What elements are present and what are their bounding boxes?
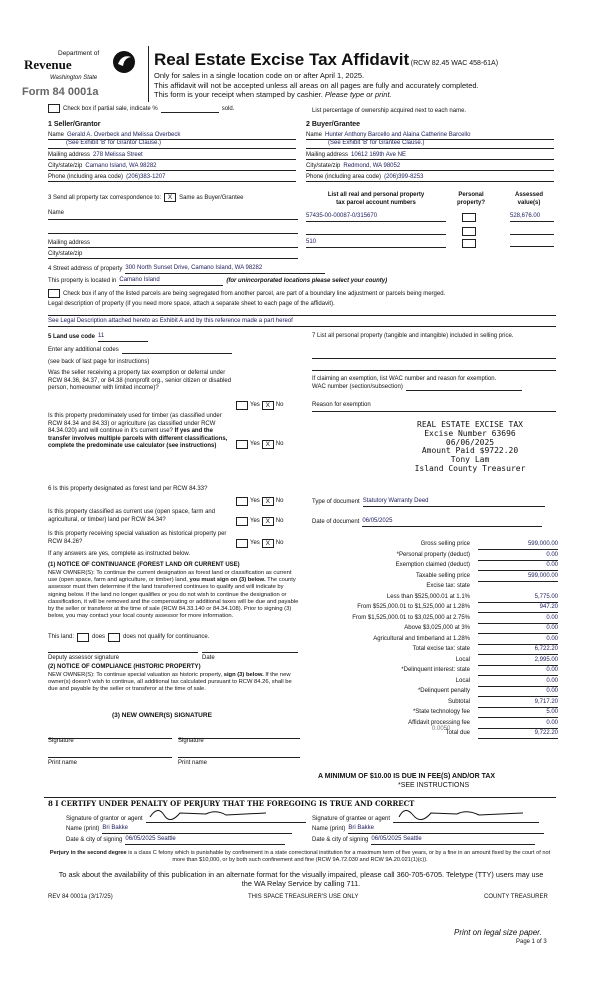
sec3-name-line2[interactable] xyxy=(48,233,298,234)
continuance-text xyxy=(48,570,300,621)
treasurer-space: THIS SPACE TREASURER'S USE ONLY xyxy=(248,894,359,900)
sig2-label: Signature xyxy=(178,738,204,744)
sec4-address-row xyxy=(48,265,325,274)
calc-value[interactable]: 0.00 xyxy=(478,552,558,561)
sec3-name-line[interactable] xyxy=(48,219,298,220)
reason-label: Reason for exemption xyxy=(312,402,371,408)
buyer-name-label: Name xyxy=(306,131,323,138)
sec6-q1-yes[interactable] xyxy=(236,497,248,506)
sec5-q1-no[interactable]: X xyxy=(262,401,274,410)
seller-phone-label: Phone (including area code) xyxy=(48,173,124,180)
dor-logo xyxy=(20,44,148,98)
additional-codes-input[interactable] xyxy=(122,346,232,354)
same-as-buyer-checkbox[interactable]: X xyxy=(164,193,176,202)
calc-value[interactable]: 0.00 xyxy=(478,688,558,697)
seller-mailing-label: Mailing address xyxy=(48,151,91,158)
assessed-col: Assessed xyxy=(514,192,544,198)
list-pct-note: List percentage of ownership acquired next to each name. xyxy=(312,108,467,114)
sec8-heading: 8 I CERTIFY UNDER PENALTY OF PERJURY THAT THE FOREGOING IS TRUE AND CORRECT xyxy=(48,799,415,808)
grantee-name[interactable]: Bri Bakke xyxy=(348,825,544,834)
assessed-col-header xyxy=(500,192,558,207)
assessed-colb: value(s) xyxy=(517,199,541,206)
sec7-line2[interactable] xyxy=(312,370,556,371)
wac-num-label: WAC number (section/subsection) xyxy=(312,383,403,390)
sec3-city-label: City/state/zip xyxy=(48,251,83,257)
sec5-q2b: If yes and the transfer involves multiple parcels with different classifications, complete the predominate use calculator (see instructions) xyxy=(48,428,228,449)
buyer-heading: 2 Buyer/Grantee xyxy=(306,121,361,128)
header-divider xyxy=(148,46,149,102)
calc-label: Local xyxy=(455,656,470,663)
sec7-line1[interactable] xyxy=(312,358,556,359)
header-line3-italic: Please type or print. xyxy=(324,90,392,99)
form-number: Form 84 0001a xyxy=(22,86,99,98)
grantee-signature[interactable] xyxy=(393,813,539,823)
does-checkbox[interactable] xyxy=(77,633,89,642)
calc-label: *Delinquent penalty xyxy=(417,688,470,694)
wac-label: If claiming an exemption, list WAC number and reason for exemption. xyxy=(312,376,497,382)
county-treasurer: COUNTY TREASURER xyxy=(484,894,548,900)
grantee-name-row xyxy=(312,825,544,834)
doc-type[interactable]: Statutory Warranty Deed xyxy=(363,498,545,507)
deputy-sig-label: Deputy assessor signature xyxy=(48,655,120,661)
wac-num-input[interactable] xyxy=(406,383,522,391)
calc-value[interactable]: 5.00 xyxy=(478,709,558,718)
page-number: Page 1 of 3 xyxy=(516,939,547,945)
buyer-exhibit[interactable]: (See Exhibit 'B' for Grantee Clause.) xyxy=(306,140,554,149)
seller-name[interactable]: Gerald A. Overbeck and Melissa Overbeck xyxy=(67,131,181,138)
parcel-col1b: tax parcel account numbers xyxy=(336,199,416,206)
stamp-line5: Tony Lam xyxy=(450,455,490,465)
grantee-name-label: Name (print) xyxy=(312,826,346,832)
calc-label: From $525,000.01 to $1,525,000 at 1.28% xyxy=(357,604,470,610)
seller-heading: 1 Seller/Grantor xyxy=(48,121,101,128)
sec5-heading-row xyxy=(48,333,148,342)
same-as-buyer-label: Same as Buyer/Grantee xyxy=(179,194,244,201)
assessed-3[interactable] xyxy=(510,239,554,247)
compliance-c: If the new owner(s) doesn't wish to continue, all additional tax calculated pursuant to RCW 84.26, shall be due and payable by the seller or transferor at the time of sale. xyxy=(48,672,292,693)
calc-value[interactable]: 0.00 xyxy=(478,615,558,624)
grantor-name-row xyxy=(66,825,292,834)
calc-value[interactable]: 0.00 xyxy=(478,667,558,676)
sec5-q1-yn xyxy=(236,401,283,410)
assessed-1[interactable]: 528,676.00 xyxy=(510,213,554,222)
parcel-col1: List all real and personal property xyxy=(327,192,425,198)
if-any: If any answers are yes, complete as instructed below. xyxy=(48,551,191,557)
buyer-city[interactable]: Redmond, WA 98052 xyxy=(343,162,401,169)
print2-label: Print name xyxy=(178,760,208,766)
sec3-name-row xyxy=(48,210,298,218)
seller-exhibit[interactable]: (See Exhibit 'B' for Grantor Clause.) xyxy=(48,140,296,149)
segregated-label: Check box if any of the listed parcels are being segregated from another parcel, are part of a boundary line adjustment or parcels being merged. xyxy=(63,290,446,297)
seller-city[interactable]: Camano Island, WA 98282 xyxy=(85,162,157,169)
sec3-heading-row xyxy=(48,193,243,202)
rev-number: REV 84 0001a (3/17/25) xyxy=(48,894,113,900)
legal-line-blank[interactable] xyxy=(48,315,556,316)
does-label: does xyxy=(92,633,106,640)
no-label: No xyxy=(275,517,284,524)
sec6-q2: Is this property classified as current use (open space, farm and agricultural, or timber) land per RCW 84.34? xyxy=(48,509,216,523)
calc-label: Total excise tax: state xyxy=(412,646,470,652)
wac-num-row xyxy=(312,383,522,391)
land-use-code[interactable]: 11 xyxy=(98,333,148,342)
partial-sale-row xyxy=(48,104,234,113)
segregated-checkbox[interactable] xyxy=(48,289,60,298)
calc-label: Subtotal xyxy=(447,698,470,705)
grantor-signature-scribble xyxy=(146,807,286,821)
calc-value[interactable]: 0.00 xyxy=(478,720,558,729)
form-title-block xyxy=(154,49,584,99)
treasurer-stamp xyxy=(390,421,550,474)
deputy-date-label: Date xyxy=(202,655,215,661)
new-owner-sig-heading: (3) NEW OWNER(S) SIGNATURE xyxy=(112,712,212,719)
calc-label: Local xyxy=(455,677,470,684)
legal-description[interactable]: See Legal Description attached hereto as Exhibit A and by this reference made a part hereof xyxy=(48,318,556,327)
sec5-heading: 5 Land use code xyxy=(48,334,96,340)
doc-type-label: Type of document xyxy=(312,499,360,505)
parcel-1[interactable]: 57435-00-00087-0/315670 xyxy=(306,213,446,222)
grantee-date-row xyxy=(312,836,535,845)
calc-label: *Personal property (deduct) xyxy=(396,551,470,558)
buyer-block xyxy=(306,131,554,182)
form-rcw: (RCW 82.45 WAC 458-61A) xyxy=(410,60,499,67)
continuance-heading: (1) NOTICE OF CONTINUANCE (FOREST LAND OR CURRENT USE) xyxy=(48,562,240,568)
parcel-col-header xyxy=(306,192,446,207)
calc-value[interactable]: 9,722.20 xyxy=(478,730,558,739)
perjury-text: is a class C felony which is punishable by confinement in a state correctional institution for a maximum term of five years, or by a fine in an amount fixed by the court of not more than $10,000, or by both such confinement and fine (RCW 9A.72.030 and RCW 9A.20.021(1)(c)). xyxy=(128,850,551,863)
doc-date-label: Date of document xyxy=(312,519,360,525)
sec6-q3-yes[interactable] xyxy=(236,539,248,548)
yes-label: Yes xyxy=(250,539,260,546)
sec6-q2-yn xyxy=(236,517,283,526)
header-line3: This form is your receipt when stamped by cashier. xyxy=(154,90,323,99)
compliance-text xyxy=(48,672,300,694)
calc-value[interactable]: 599,000.00 xyxy=(478,573,558,582)
personal-3-checkbox[interactable] xyxy=(462,239,476,248)
partial-sale-label: Check box if partial sale, indicate % xyxy=(63,105,158,112)
seller-city-label: City/state/zip xyxy=(48,162,83,169)
grantor-date-label: Date & city of signing xyxy=(66,837,123,843)
doc-type-row xyxy=(312,498,545,507)
calc-value[interactable]: 6,722.20 xyxy=(478,646,558,655)
this-land-label: This land: xyxy=(48,633,75,640)
no-label: No xyxy=(275,539,284,546)
calc-value[interactable]: 0.00 xyxy=(478,625,558,634)
sec3-city-line[interactable] xyxy=(48,258,298,259)
print2-line[interactable] xyxy=(178,757,300,758)
personal-1-checkbox[interactable] xyxy=(462,213,476,222)
sec3-mailing-label: Mailing address xyxy=(48,240,91,246)
sec4-address[interactable]: 300 North Sunset Drive, Camano Island, WA 98282 xyxy=(125,265,325,274)
buyer-mailing-label: Mailing address xyxy=(306,151,349,158)
yes-label: Yes xyxy=(250,497,260,504)
calc-label: Less than $525,000.01 at 1.1% xyxy=(386,593,470,600)
calc-label: Exemption claimed (deduct) xyxy=(395,562,470,568)
sec5-q2a: Is this property predominately used for timber (as classified under RCW 84.34 and 84.33) or agriculture (as classified under RCW 84.34.020) and will continue in it's current use? xyxy=(48,413,222,434)
reason-line[interactable] xyxy=(312,411,556,412)
does-not-label: does not qualify for continuance. xyxy=(123,633,210,640)
calc-value[interactable]: 0.00 xyxy=(478,636,558,645)
buyer-name[interactable]: Hunter Anthony Barcello and Alaina Catherine Barcello xyxy=(325,131,471,138)
sec6-q2-yes[interactable] xyxy=(236,517,248,526)
located-label: This property is located in xyxy=(48,278,117,284)
sec5-q2-yn xyxy=(236,440,283,449)
grantee-signature-scribble xyxy=(393,807,533,821)
grantee-date-label: Date & city of signing xyxy=(312,837,369,843)
yes-label: Yes xyxy=(250,440,260,447)
sec6-q1-no[interactable]: X xyxy=(262,497,274,506)
logo-swirl-icon xyxy=(112,50,136,74)
calc-value[interactable]: 2,995.00 xyxy=(478,657,558,666)
does-not-checkbox[interactable] xyxy=(108,633,120,642)
seller-phone[interactable]: (206)383-1207 xyxy=(126,173,166,180)
calc-label: Affidavit processing fee xyxy=(408,719,470,726)
stamp-line4: Amount Paid $9722.20 xyxy=(421,446,519,456)
parcel-2[interactable] xyxy=(306,227,446,235)
partial-sale-pct[interactable] xyxy=(161,105,219,113)
legal-paper-note: Print on legal size paper. xyxy=(454,928,542,937)
stamp-line3: 06/06/2025 xyxy=(445,437,495,447)
no-label: No xyxy=(275,401,284,408)
yes-label: Yes xyxy=(250,401,260,408)
calc-value[interactable]: 0.00 xyxy=(478,562,558,571)
stamp-line2: Excise Number 63696 xyxy=(424,428,516,438)
calc-value[interactable]: 0.00 xyxy=(478,678,558,687)
grantor-date[interactable]: 06/05/2025 Seattle xyxy=(125,836,285,845)
stamp-line6: Island County Treasurer xyxy=(414,463,526,473)
sold-label: sold. xyxy=(221,105,235,112)
alt-format-note: To ask about the availability of this publication in an alternate format for the visually impaired, please call 360-705-6705. Teletype (TTY) users may use the WA Relay Service by calling 711. xyxy=(58,870,544,889)
minimum-note: A MINIMUM OF $10.00 IS DUE IN FEE(S) AND/OR TAX xyxy=(318,773,496,780)
sec3-mailing-line[interactable] xyxy=(48,247,298,248)
grantor-signature[interactable] xyxy=(146,813,306,823)
sec6-q2-no[interactable]: X xyxy=(262,517,274,526)
sec7-heading: 7 List all personal property (tangible and intangible) included in selling price. xyxy=(312,333,514,339)
buyer-phone-label: Phone (including area code) xyxy=(306,173,382,180)
seller-block xyxy=(48,131,296,182)
sec5-q2-no[interactable]: X xyxy=(262,440,274,449)
grantee-sig-row xyxy=(312,813,539,823)
grantor-sig-row xyxy=(66,813,306,823)
buyer-phone[interactable]: (206)399-8253 xyxy=(384,173,424,180)
dept-line1: Department of xyxy=(58,50,100,57)
continuance-c: The county assessor must then determine if the land transferred continues to qualify and will indicate by signing below. If the land no longer qualifies or you do not wish to continue the designation or classification, it will be removed and the compensating or additional taxes will be due and payable by the seller or transferor at the time of sale (RCW 84.33.140 or 84.34.108). Prior to signing (3) below, you may contact your local county assessor for more information. xyxy=(48,577,299,620)
calc-value[interactable]: 5,775.00 xyxy=(478,594,558,603)
calc-value[interactable]: 599,000.00 xyxy=(478,541,558,550)
located-value[interactable]: Camano Island xyxy=(119,277,223,286)
calc-label: Total due xyxy=(445,730,470,736)
perjury-bold: Perjury in the second degree xyxy=(49,850,127,856)
sec5-q2 xyxy=(48,413,232,451)
compliance-heading: (2) NOTICE OF COMPLIANCE (HISTORIC PROPERTY) xyxy=(48,664,201,670)
personal-colb: property? xyxy=(456,199,485,206)
sec6-q1-yn xyxy=(236,497,283,506)
sec4-location-row xyxy=(48,277,387,286)
header-line2: This affidavit will not be accepted unless all areas on all pages are fully and accurately completed. xyxy=(154,80,479,90)
header-line1: Only for sales in a single location code on or after April 1, 2025. xyxy=(154,71,365,81)
assessed-2[interactable] xyxy=(510,227,554,235)
this-land-row xyxy=(48,633,209,642)
sec6-q3-no[interactable]: X xyxy=(262,539,274,548)
local-rate: 0.0050 xyxy=(432,726,451,732)
grantor-name-label: Name (print) xyxy=(66,826,100,832)
header-line3-wrap xyxy=(154,90,584,99)
additional-codes-row xyxy=(48,346,232,354)
sec5-q1-yes[interactable] xyxy=(236,401,248,410)
grantor-name[interactable]: Bri Bakke xyxy=(102,825,292,834)
calc-label: *State technology fee xyxy=(412,709,470,715)
personal-2-checkbox[interactable] xyxy=(462,227,476,236)
perjury-note xyxy=(44,850,556,864)
sec3-name-label: Name xyxy=(48,210,65,216)
continuance-b: you must sign on (3) below. xyxy=(189,577,266,584)
dept-line2: Revenue xyxy=(24,57,72,72)
compliance-b: sign (3) below. xyxy=(223,672,264,678)
calc-label: From $1,525,000.01 to $3,025,000 at 2.75% xyxy=(352,614,470,621)
seller-name-label: Name xyxy=(48,131,65,138)
calc-label: Agricultural and timberland at 1.28% xyxy=(373,635,470,642)
calc-label: Gross selling price xyxy=(420,541,470,547)
sig1-label: Signature xyxy=(48,738,74,744)
sec5-q1: Was the seller receiving a property tax exemption or deferral under RCW 84.36, 84.37, or 84.38 (nonprofit org., senior citizen or disabled person, homeowner with limited income)? xyxy=(48,370,232,391)
see-instructions: *SEE INSTRUCTIONS xyxy=(398,782,470,789)
doc-date-row xyxy=(312,518,542,527)
calc-label: Above $3,025,000 at 3% xyxy=(404,625,470,631)
form-title: Real Estate Excise Tax Affidavit xyxy=(154,50,410,69)
no-label: No xyxy=(275,497,284,504)
yes-label: Yes xyxy=(250,517,260,524)
stamp-line1: REAL ESTATE EXCISE TAX xyxy=(417,420,523,429)
grantor-sig-label: Signature of grantor or agent xyxy=(66,815,143,822)
calc-label: Excise tax: state xyxy=(426,583,470,589)
doc-date[interactable]: 06/05/2025 xyxy=(362,518,542,527)
print1-line[interactable] xyxy=(48,757,172,758)
sec6-q3: Is this property receiving special valuation as historical property per RCW 84.26? xyxy=(48,531,227,545)
dept-line3: Washington State xyxy=(50,75,98,81)
grantee-sig-label: Signature of grantee or agent xyxy=(312,815,391,822)
sec3-heading: 3 Send all property tax correspondence to: xyxy=(48,194,162,201)
partial-sale-checkbox[interactable] xyxy=(48,104,60,113)
segregated-row xyxy=(48,289,445,298)
legal-label: Legal description of property (if you need more space, attach a separate sheet to each page of the affidavit). xyxy=(48,301,335,307)
calc-label: Taxable selling price xyxy=(415,572,470,579)
calc-label: *Delinquent interest: state xyxy=(401,667,470,673)
calc-value[interactable]: 9,717.20 xyxy=(478,699,558,708)
personal-col: Personal xyxy=(458,192,484,198)
seller-mailing[interactable]: 278 Melissa Street xyxy=(93,151,143,158)
print1-label: Print name xyxy=(48,760,78,766)
buyer-city-label: City/state/zip xyxy=(306,162,341,169)
buyer-mailing[interactable]: 10612 169th Ave NE xyxy=(351,151,406,158)
sec4-heading: 4 Street address of property xyxy=(48,266,123,272)
sec6-q1: 6 Is this property designated as forest land per RCW 84.33? xyxy=(48,486,208,492)
see-back-note: (see back of last page for instructions) xyxy=(48,359,150,365)
parcel-3[interactable]: 510 xyxy=(306,239,446,248)
personal-col-header xyxy=(448,192,494,207)
deputy-sig-line[interactable] xyxy=(48,652,198,653)
grantee-date[interactable]: 06/05/2025 Seattle xyxy=(371,836,535,845)
no-label: No xyxy=(275,440,284,447)
continuance-a: NEW OWNER(S): To continue the current designation as forest land or classification as current use (open space, farm and agriculture, or timber) land, xyxy=(48,570,292,584)
sec8-top-rule xyxy=(44,797,556,798)
compliance-a: NEW OWNER(S): To continue special valuation as historic property, xyxy=(48,672,223,678)
calc-value[interactable]: 947.20 xyxy=(478,604,558,613)
sec5-q2-yes[interactable] xyxy=(236,440,248,449)
additional-codes-label: Enter any additional codes xyxy=(48,346,119,353)
grantor-date-row xyxy=(66,836,285,845)
unincorp-note: (for unincorporated locations please select your county) xyxy=(226,278,388,284)
